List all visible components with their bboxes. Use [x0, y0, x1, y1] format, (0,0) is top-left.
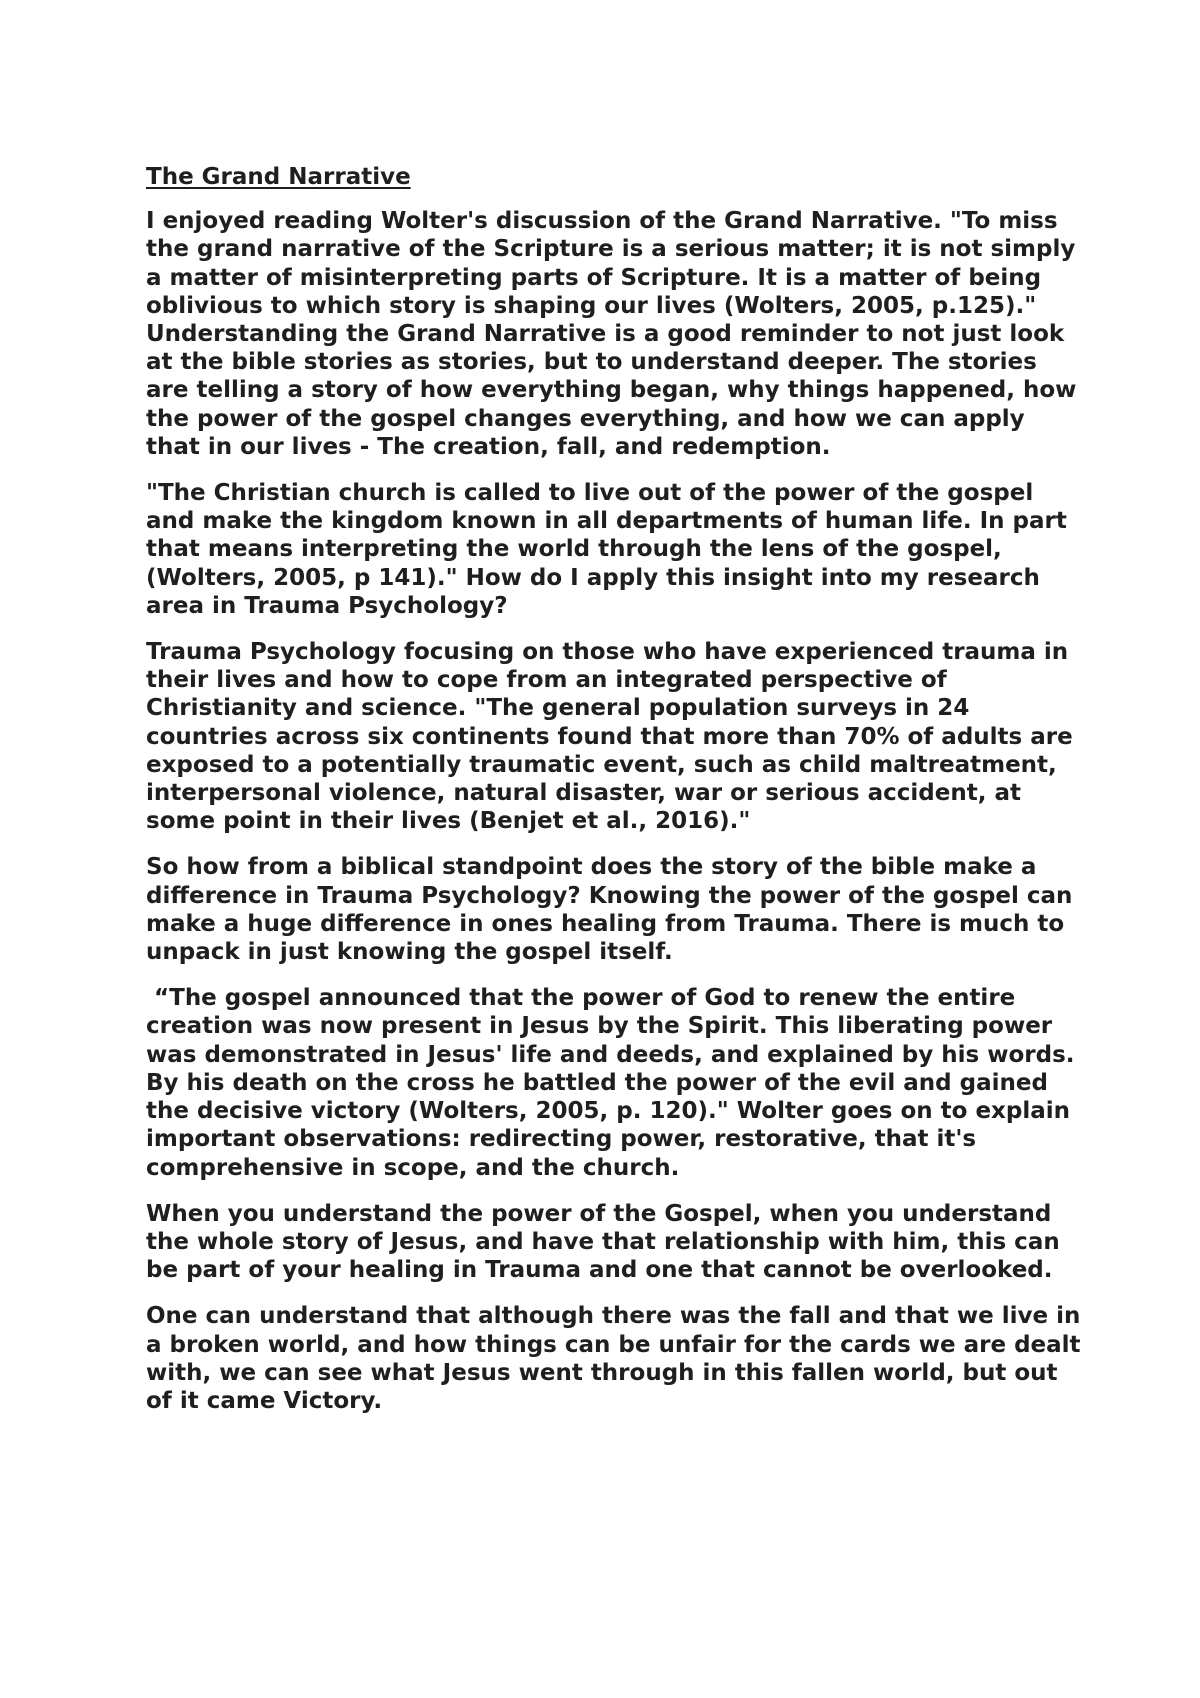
paragraph-2: "The Christian church is called to live out of the power of the gospel and make the kingdom known in all departments of human life. In part that means interpreting the world through the lens of the gospel, (Wolters, 2005, p 141)." How do I apply this insight into my research area in Trauma Psychology? — [146, 480, 1067, 619]
paragraph-3: Trauma Psychology focusing on those who have experienced trauma in their lives and how to cope from an integrated perspective of Christianity and science. "The general population surveys in 24 countries across six continents found that more than 70% of adults are exposed to a potentially traumatic event, such as child maltreatment, interpersonal violence, natural disaster, war or serious accident, at some point in their lives (Benjet et al., 2016)." — [146, 639, 1073, 835]
paragraph-6: When you understand the power of the Gospel, when you understand the whole story of Jesus, and have that relationship with him, this can be part of your healing in Trauma and one that cannot be overlooked. — [146, 1200, 1060, 1284]
paragraph-7: One can understand that although there was the fall and that we live in a broken world, and how things can be unfair for the cards we are dealt with, we can see what Jesus went through in this fallen world, but out of it came Victory. — [146, 1303, 1081, 1414]
document-title: The Grand Narrative — [146, 164, 411, 190]
document-page — [146, 163, 1086, 1433]
paragraph-1: I enjoyed reading Wolter's discussion of the Grand Narrative. "To miss the grand narrative of the Scripture is a serious matter; it is not simply a matter of misinterpreting parts of Scripture. It is a matter of being oblivious to which story is shaping our lives (Wolters, 2005, p.125)." Understanding the Grand Narrative is a good reminder to not just look at the bible stories as stories, but to understand deeper. The stories are telling a story of how everything began, why things happened, how the power of the gospel changes everything, and how we can apply that in our lives - The creation, fall, and redemption. — [146, 208, 1077, 460]
paragraph-4: So how from a biblical standpoint does the story of the bible make a difference in Trauma Psychology? Knowing the power of the gospel can make a huge difference in ones healing from Trauma. There is much to unpack in just knowing the gospel itself. — [146, 854, 1073, 966]
paragraph-5: “The gospel announced that the power of God to renew the entire creation was now present in Jesus by the Spirit. This liberating power was demonstrated in Jesus' life and deeds, and explained by his words. By his death on the cross he battled the power of the evil and gained the decisive victory (Wolters, 2005, p. 120)." Wolter goes on to explain important observations: redirecting power, restorative, that it's comprehensive in scope, and the church. — [146, 985, 1075, 1181]
